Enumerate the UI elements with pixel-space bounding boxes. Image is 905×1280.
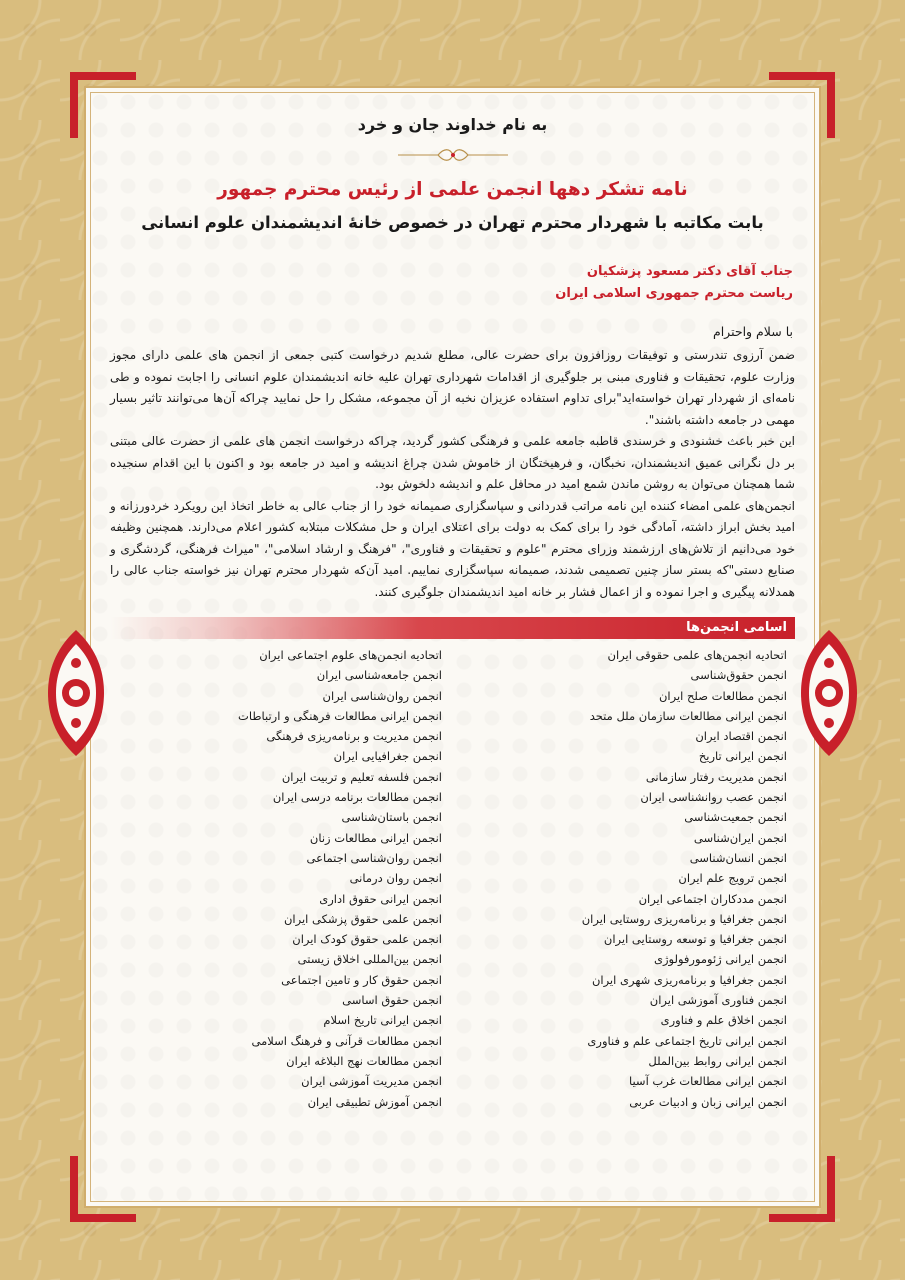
- rosette-left-icon: [46, 628, 106, 758]
- rosette-right-icon: [799, 628, 859, 758]
- list-item: انجمن جغرافیا و برنامه‌ریزی شهری ایران: [591, 972, 787, 987]
- list-item: انجمن روان‌شناسی ایران: [322, 688, 442, 703]
- list-item: انجمن مطالعات قرآنی و فرهنگ اسلامی: [251, 1033, 442, 1048]
- list-item: انجمن مدیریت آموزشی ایران: [301, 1074, 442, 1089]
- paragraph-2: این خبر باعث خشنودی و خرسندی قاطبه جامعه علمی و فرهنگی کشور گردید، چراکه درخواست انجمن های علمی از حضرت عالی مبتنی بر دل نگرانی عمیق اندیشمندان، نخبگان، و فرهیختگان از خاموش شدن چراغ اندیشه و امید در جامعه بود و اکنون با این اقدام سنجیده شما همچنان می‌توان به روشن ماندن شمع امید در محافل علم و اندیشه دلخوش بود.: [110, 434, 795, 491]
- paragraph-1: ضمن آرزوی تندرستی و توفیقات روزافزون برای حضرت عالی، مطلع شدیم درخواست کتبی جمعی از انجمن های علمی دارای مجوز وزارت علوم، تحقیقات و فناوری مبنی بر جلوگیری از اقدامات شهرداری تهران علیه خانه اندیشمندان علوم انسانی را اجابت نموده و طی نامه‌ای از شهردار تهران خواسته‌اید"برای تداوم استفاده عزیزان نخبه از آن مجموعه، مشکل را حل نمایید چراکه آن‌ها می‌توانند تاثیر بسیار مهمی در جامعه داشته باشند".: [110, 348, 795, 427]
- list-item: انجمن آموزش تطبیقی ایران: [307, 1094, 442, 1109]
- list-item: انجمن جغرافیا و برنامه‌ریزی روستایی ایران: [581, 911, 787, 926]
- list-item: انجمن ایرانی مطالعات فرهنگی و ارتباطات: [238, 708, 442, 723]
- list-item: انجمن روان درمانی: [349, 871, 442, 886]
- list-item: انجمن مطالعات برنامه درسی ایران: [272, 790, 442, 805]
- list-item: انجمن ترویج علم ایران: [678, 871, 787, 886]
- list-item: انجمن جامعه‌شناسی ایران: [316, 668, 442, 683]
- list-item: انجمن ایرانی مطالعات زنان: [309, 830, 442, 845]
- list-item: انجمن روان‌شناسی اجتماعی: [306, 850, 442, 865]
- list-item: انجمن ایرانی تاریخ: [698, 749, 787, 764]
- divider-ornament-icon: [398, 147, 508, 163]
- list-item: انجمن علمی حقوق کودک ایران: [292, 932, 442, 947]
- basmala-heading: به نام خداوند جان و خرد: [357, 115, 548, 134]
- list-item: انجمن مدیریت و برنامه‌ریزی فرهنگی: [266, 729, 442, 744]
- list-item: انجمن جغرافیایی ایران: [333, 749, 442, 764]
- societies-lists: [110, 645, 795, 1112]
- list-item: انجمن انسان‌شناسی: [689, 850, 787, 865]
- list-item: انجمن ایرانی زبان و ادبیات عربی: [629, 1094, 787, 1109]
- list-item: انجمن حقوق کار و تامین اجتماعی: [281, 972, 442, 987]
- greeting: با سلام واحترام: [712, 324, 793, 339]
- paragraph-3: انجمن‌های علمی امضاء کننده این نامه مراتب قدردانی و سپاسگزاری صمیمانه خود را از جناب عالی به خاطر اتخاذ این رویکرد خردورزانه و امید بخش ابراز داشته، آمادگی خود را برای کمک به دولت برای اعتلای ایران و حل مشکلات مبتلابه کشور اعلام می‌دارند. همچنین وظیفه خود می‌دانیم از تلاش‌های ارزشمند وزرای محترم "علوم و تحقیقات و فناوری"، "فرهنگ و ارشاد اسلامی"، "میراث فرهنگی، گردشگری و صنایع دستی"که بستر ساز چنین تصمیمی شدند، صمیمانه سپاسگزاری نماییم. امید آن‌که شهردار محترم تهران نیز خواسته جناب عالی را همدلانه پیگیری و اجرا نموده و از اعمال فشار بر خانه امید اندیشمندان جلوگیری کنند.: [110, 498, 795, 599]
- list-item: انجمن مددکاران اجتماعی ایران: [638, 891, 787, 906]
- list-item: انجمن علمی حقوق پزشکی ایران: [283, 911, 442, 926]
- recipient-title: ریاست محترم جمهوری اسلامی ایران: [555, 286, 793, 301]
- list-item: انجمن ایرانی تاریخ اجتماعی علم و فناوری: [587, 1033, 787, 1048]
- list-item: انجمن ایرانی مطالعات سازمان ملل متحد: [589, 708, 787, 723]
- list-item: انجمن باستان‌شناسی: [341, 810, 442, 825]
- list-item: انجمن اقتصاد ایران: [695, 729, 787, 744]
- list-item: انجمن عصب روانشناسی ایران: [640, 790, 787, 805]
- list-item: انجمن فلسفه تعلیم و تربیت ایران: [281, 769, 442, 784]
- recipient-name: جناب آقای دکتر مسعود پزشکیان: [586, 264, 793, 279]
- letter-subtitle: بابت مکاتبه با شهردار محترم تهران در خصوص خانۀ اندیشمندان علوم انسانی: [141, 213, 764, 232]
- list-item: انجمن ایرانی مطالعات غرب آسیا: [628, 1074, 787, 1089]
- list-item: انجمن حقوق‌شناسی: [690, 668, 787, 683]
- list-item: انجمن جغرافیا و توسعه روستایی ایران: [603, 932, 787, 947]
- right-rosette-ornament: [799, 628, 859, 758]
- list-item: انجمن ایرانی ژئومورفولوژی: [653, 952, 787, 967]
- list-item: انجمن ایرانی تاریخ اسلام: [323, 1013, 442, 1028]
- list-item: انجمن ایرانی حقوق اداری: [319, 891, 442, 906]
- letter-title: نامه تشکر دهها انجمن علمی از رئیس محترم جمهور: [217, 179, 688, 200]
- societies-list-right: [442, 645, 795, 1112]
- recipient-block: [110, 261, 795, 305]
- list-item: انجمن ایرانی روابط بین‌الملل: [648, 1053, 787, 1068]
- list-item: انجمن جمعیت‌شناسی: [684, 810, 787, 825]
- list-item: انجمن مطالعات صلح ایران: [658, 688, 787, 703]
- list-item: انجمن اخلاق علم و فناوری: [660, 1013, 787, 1028]
- societies-section-heading: اسامی انجمن‌ها: [110, 617, 795, 639]
- list-item: انجمن مطالعات نهج البلاغه ایران: [286, 1053, 442, 1068]
- left-rosette-ornament: [46, 628, 106, 758]
- list-item: اتحادیه انجمن‌های علمی حقوقی ایران: [607, 648, 787, 662]
- list-item: انجمن بین‌المللی اخلاق زیستی: [297, 952, 442, 967]
- list-item: انجمن حقوق اساسی: [342, 993, 442, 1008]
- list-item: انجمن مدیریت رفتار سازمانی: [645, 769, 787, 784]
- list-item: اتحادیه انجمن‌های علوم اجتماعی ایران: [259, 648, 442, 662]
- letter-content: [110, 86, 795, 1112]
- list-item: انجمن ایران‌شناسی: [693, 830, 787, 845]
- list-item: انجمن فناوری آموزشی ایران: [649, 993, 787, 1008]
- societies-list-left: [142, 645, 442, 1112]
